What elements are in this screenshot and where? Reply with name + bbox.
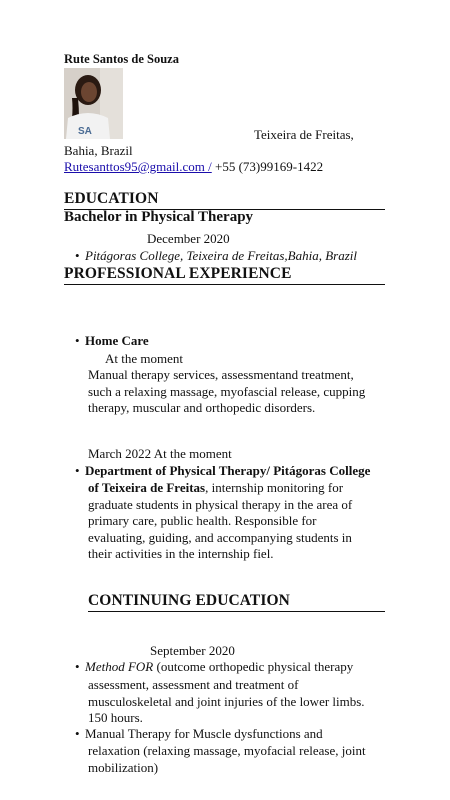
course-1-text: (outcome orthopedic physical therapy: [153, 659, 354, 674]
job-1-date: At the moment: [105, 351, 183, 366]
description-line: 150 hours.: [88, 710, 143, 725]
bullet-icon: •: [75, 659, 80, 674]
course-1-description: [88, 677, 365, 727]
job-1-title: Home Care: [85, 333, 149, 348]
course-2-item: [75, 726, 323, 742]
continuing-education-heading: CONTINUING EDUCATION: [88, 592, 385, 612]
description-line: , internship monitoring for: [205, 480, 344, 495]
education-date: December 2020: [147, 231, 230, 246]
profile-photo: [64, 68, 123, 139]
location-line-1: Teixeira de Freitas,: [254, 127, 354, 142]
description-line: evaluating, guiding, and accompanying students in: [88, 529, 352, 545]
education-heading: EDUCATION: [64, 190, 385, 210]
location-line-2: Bahia, Brazil: [64, 143, 133, 158]
description-line: relaxation (relaxing massage, myofacial release, joint: [88, 743, 366, 758]
svg-text:SA: SA: [78, 126, 92, 137]
description-line: their activities in the internship fiel.: [88, 546, 274, 561]
continuing-date: September 2020: [150, 643, 235, 658]
email-link[interactable]: Rutesanttos95@gmail.com /: [64, 159, 212, 174]
degree-title: Bachelor in Physical Therapy: [64, 209, 254, 225]
description-line: primary care, public health. Responsible for: [88, 513, 317, 528]
course-1-item: [75, 659, 353, 675]
description-line: such a relaxing massage, myofascial release, cupping: [88, 383, 366, 399]
bullet-icon: •: [75, 726, 80, 741]
description-line: musculoskeletal and joint injuries of the lower limbs.: [88, 693, 365, 709]
course-2-title: Manual Therapy for Muscle dysfunctions and: [85, 726, 323, 741]
job-2-date: March 2022 At the moment: [88, 446, 232, 461]
phone-number: +55 (73)99169-1422: [215, 159, 324, 174]
course-2-description: [88, 743, 366, 776]
bullet-icon: •: [75, 248, 80, 263]
person-icon: [64, 68, 123, 139]
description-line: therapy, muscular and orthopedic disorders.: [88, 400, 316, 415]
bullet-icon: •: [75, 333, 80, 348]
school-name: Pitágoras College, Teixeira de Freitas,Bahia, Brazil: [85, 248, 358, 263]
job-1-title-item: [75, 333, 149, 349]
experience-heading: PROFESSIONAL EXPERIENCE: [64, 265, 385, 285]
description-line: assessment, assessment and treatment of: [88, 677, 299, 692]
course-1-title: Method FOR: [85, 659, 154, 674]
description-line: Manual therapy services, assessmentand treatment,: [88, 367, 354, 382]
description-line: mobilization): [88, 759, 159, 775]
job-2-title-line-2: of Teixeira de Freitas: [88, 480, 206, 495]
job-1-description: [88, 367, 365, 417]
description-line: graduate students in physical therapy in the area of: [88, 496, 353, 512]
candidate-name: Rute Santos de Souza: [64, 52, 179, 66]
job-2-title-item: [75, 463, 370, 479]
contact-line: [64, 159, 323, 175]
job-2-title-line-1: Department of Physical Therapy/ Pitágoras College: [85, 463, 371, 478]
job-2-description: [88, 480, 352, 563]
bullet-icon: •: [75, 463, 80, 478]
education-school-item: [75, 248, 357, 264]
